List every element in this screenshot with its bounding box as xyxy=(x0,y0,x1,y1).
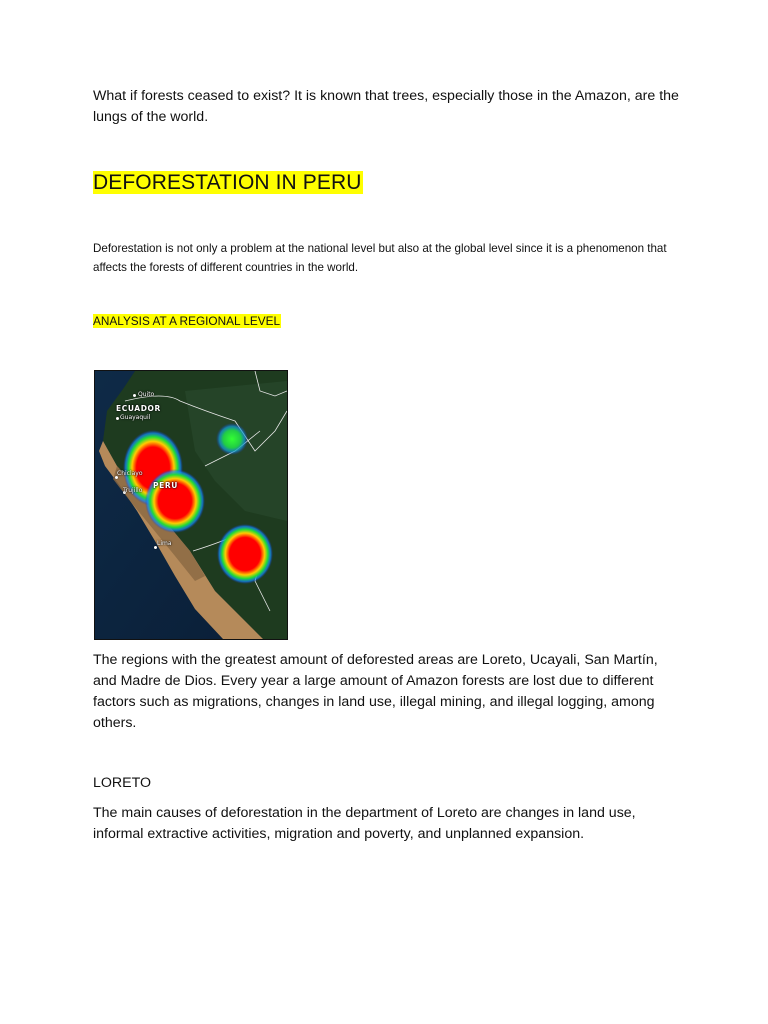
guayaquil-marker xyxy=(116,417,119,420)
intro-paragraph: What if forests ceased to exist? It is known that trees, especially those in the Amazon, are the lungs of the world. xyxy=(93,88,679,125)
label-peru: PERU xyxy=(153,481,178,490)
main-heading xyxy=(93,169,363,196)
main-heading-text: DEFORESTATION IN PERU xyxy=(93,171,362,194)
hotspot-central xyxy=(145,469,205,533)
label-quito: Quito xyxy=(138,391,155,398)
loreto-paragraph: The main causes of deforestation in the department of Loreto are changes in land use, informal extractive activities, migration and poverty, and unplanned expansion. xyxy=(93,805,636,842)
regional-heading-text: ANALYSIS AT A REGIONAL LEVEL xyxy=(93,314,281,328)
deforestation-heatmap-image xyxy=(94,370,288,640)
hotspot-loreto-east xyxy=(216,423,248,455)
label-trujillo: Trujillo xyxy=(123,487,143,494)
deforestation-paragraph: Deforestation is not only a problem at the national level but also at the global level since it is a phenomenon that affects the forests of different countries in the world. xyxy=(93,242,667,274)
regional-heading xyxy=(93,313,281,329)
label-guayaquil: Guayaquil xyxy=(120,414,151,421)
quito-marker xyxy=(133,394,136,397)
regions-paragraph: The regions with the greatest amount of deforested areas are Loreto, Ucayali, San Martín, and Madre de Dios. Every year a large amount of Amazon forests are lost due to different factors such as migrations, changes in land use, illegal mining, and illegal logging, among others. xyxy=(93,652,658,731)
loreto-heading: LORETO xyxy=(93,775,152,791)
label-chiclayo: Chiclayo xyxy=(117,470,143,477)
label-lima: Lima xyxy=(157,540,172,547)
label-ecuador: ECUADOR xyxy=(116,404,161,413)
hotspot-madre-de-dios xyxy=(217,524,273,584)
